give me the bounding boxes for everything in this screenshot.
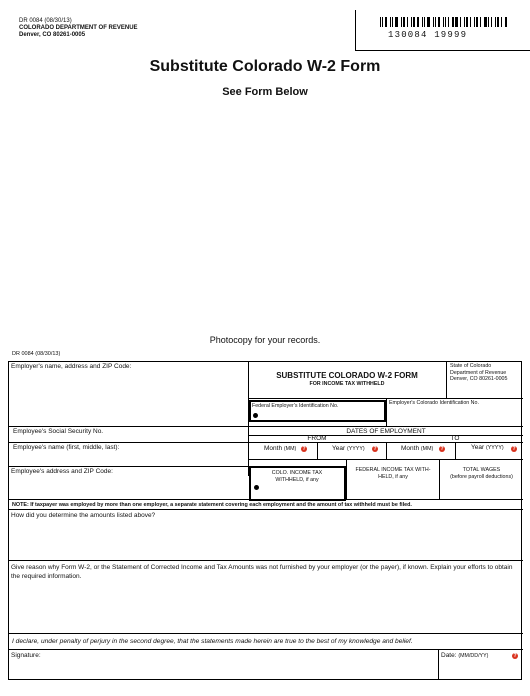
department-address: Denver, CO 80261-0005 (19, 32, 86, 38)
date-field[interactable] (439, 650, 523, 680)
amounts-method-field[interactable] (9, 510, 523, 560)
barcode-bar (413, 17, 415, 27)
federal-id-field[interactable] (249, 400, 386, 422)
barcode-bar (505, 17, 507, 27)
barcode-bar (443, 17, 444, 27)
page-subtitle: See Form Below (222, 86, 308, 98)
barcode-bar (495, 17, 496, 27)
total-wages-field[interactable] (440, 460, 523, 499)
help-icon[interactable]: ? (512, 446, 516, 452)
employment-note: NOTE: If taxpayer was employed by more than one employer, a separate statement covering each employment and the amount of tax withheld must be filed. (12, 502, 412, 508)
barcode-bar (424, 17, 425, 27)
form-header (19, 18, 138, 39)
form-subtitle: FOR INCOME TAX WITHHELD (309, 381, 385, 387)
form-title: SUBSTITUTE COLORADO W-2 FORM (276, 371, 418, 380)
question-1-label: How did you determine the amounts listed above? (11, 512, 156, 519)
state-line-3: Denver, CO 80261-0005 (450, 376, 508, 382)
question-2-label: Give reason why Form W-2, or the Statement of Corrected Income and Tax Amounts was not furnished by your employer (or the payer), if known. Explain your efforts to obtain the required information. (11, 564, 513, 580)
barcode-bar (403, 17, 405, 27)
barcode-bar (491, 17, 492, 27)
photocopy-note: Photocopy for your records. (209, 335, 321, 345)
to-month-label: Month (MM) (401, 445, 434, 452)
colo-tax-label: COLO. INCOME TAX WITHHELD, if any (271, 470, 323, 483)
barcode-bar (497, 17, 499, 27)
colorado-id-label: Employer's Colorado Identification No. (389, 400, 479, 406)
help-icon[interactable]: ? (302, 446, 306, 452)
barcode-bar (474, 17, 475, 27)
to-year-label: Year (YYYY) (471, 444, 504, 451)
employer-label: Employer's name, address and ZIP Code: (11, 363, 132, 370)
colo-tax-field[interactable] (249, 466, 346, 501)
state-line-1: State of Colorado (450, 363, 492, 369)
barcode-bar (385, 17, 387, 27)
to-label: TO (450, 435, 460, 442)
barcode-bar (407, 17, 408, 27)
employee-name-label: Employee's name (first, middle, last): (13, 444, 120, 451)
from-month-field[interactable] (249, 443, 317, 459)
barcode-bar (464, 17, 465, 27)
barcode-bar (401, 17, 402, 27)
barcode-bar (435, 17, 436, 27)
barcode-bar (484, 17, 487, 27)
barcode-bar (501, 17, 502, 27)
from-month-label: Month (MM) (264, 445, 297, 452)
employee-name-field[interactable] (9, 443, 248, 459)
to-month-field[interactable] (387, 443, 455, 459)
federal-tax-label: FEDERAL INCOME TAX WITH-HELD, if any (355, 467, 431, 480)
page-title: Substitute Colorado W-2 Form (149, 58, 381, 75)
from-label: FROM (307, 435, 327, 442)
barcode-bar (455, 17, 458, 27)
state-address (450, 363, 507, 383)
signature-field[interactable] (9, 650, 438, 680)
barcode-bar (380, 17, 381, 27)
help-icon[interactable]: ? (373, 446, 377, 452)
ssn-field[interactable] (9, 427, 248, 438)
barcode-bar (452, 17, 454, 27)
total-wages-note: (before payroll deductions) (450, 474, 513, 480)
barcode (380, 17, 510, 27)
to-year-field[interactable] (456, 443, 523, 459)
barcode-bar (390, 17, 391, 27)
barcode-bar (411, 17, 412, 27)
help-icon[interactable]: ? (440, 446, 444, 452)
department-name: COLORADO DEPARTMENT OF REVENUE (19, 25, 138, 31)
form-number: DR 0084 (08/30/13) (19, 18, 72, 24)
employer-name-field[interactable] (9, 362, 248, 427)
barcode-bar (466, 17, 468, 27)
colorado-id-field[interactable] (387, 399, 523, 426)
from-year-label: Year (YYYY) (332, 445, 365, 452)
barcode-bar (438, 17, 440, 27)
barcode-bar (480, 17, 481, 27)
barcode-bar (445, 17, 446, 27)
barcode-bar (392, 17, 393, 27)
employee-address-field[interactable] (9, 467, 248, 499)
ssn-label: Employee's Social Security No. (13, 428, 104, 435)
employee-address-label: Employee's address and ZIP Code: (11, 468, 113, 475)
barcode-bar (382, 17, 383, 27)
reason-field[interactable] (9, 561, 523, 633)
barcode-bar (448, 17, 449, 27)
help-icon[interactable]: ? (513, 653, 517, 659)
date-label: Date: (MM/DD/YY) (441, 652, 489, 659)
barcode-bar (417, 17, 419, 27)
barcode-bar (460, 17, 461, 27)
barcode-bar (470, 17, 471, 27)
federal-id-label: Federal Employer's Identification No. (252, 403, 339, 409)
declaration-text: I declare, under penalty of perjury in the second degree, that the statements made herein are true to the best of my knowledge and belief. (12, 638, 413, 645)
barcode-number: 130084 19999 (388, 30, 468, 40)
bullet-icon (253, 413, 258, 418)
barcode-bar (433, 17, 434, 27)
state-line-2: Department of Revenue (450, 369, 507, 376)
signature-label: Signature: (11, 652, 41, 659)
form-code: DR 0084 (08/30/13) (12, 351, 61, 357)
barcode-bar (395, 17, 398, 27)
federal-tax-field[interactable] (347, 460, 439, 499)
w2-form (8, 361, 522, 680)
barcode-bar (427, 17, 430, 27)
dates-label: DATES OF EMPLOYMENT (346, 428, 426, 435)
total-wages-label: TOTAL WAGES (462, 467, 501, 473)
bullet-icon (254, 485, 259, 490)
barcode-bar (488, 17, 489, 27)
barcode-bar (476, 17, 478, 27)
barcode-bar (422, 17, 423, 27)
from-year-field[interactable] (318, 443, 386, 459)
